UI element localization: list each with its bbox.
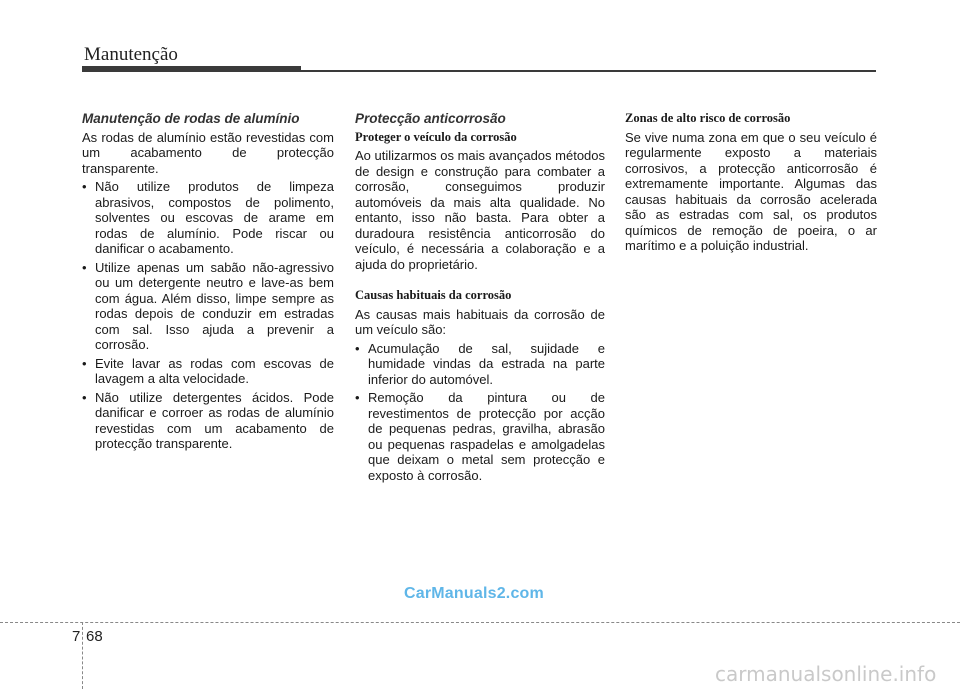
subheading-high-risk-zones: Zonas de alto risco de corrosão (625, 111, 791, 125)
footer-dashed-divider (82, 622, 83, 689)
section-title-aluminium-wheels: Manutenção de rodas de alumínio (82, 111, 300, 126)
header-rule-thick (82, 66, 301, 72)
bullet-icon: • (355, 340, 360, 356)
list-item-text: Remoção da pintura ou de revestimentos de protecção por acção de pequenas pedras, gravilha, abrasão ou pequenas raspadelas e amolgadelas que deixam o metal sem protecção e exposto à corrosão. (368, 390, 605, 483)
bullet-icon: • (82, 355, 87, 371)
list-item-text: Não utilize detergentes ácidos. Pode danificar e corroer as rodas de alumínio revestidas com um acabamento de protecção transparente. (95, 389, 334, 451)
chapter-number: 7 (72, 628, 81, 645)
paragraph-common-causes: As causas mais habituais da corrosão de um veículo são: (355, 306, 605, 337)
list-item (82, 260, 334, 353)
section-title-corrosion: Protecção anticorrosão (355, 111, 506, 126)
header-rule-thin (301, 70, 876, 72)
list-item (82, 356, 334, 387)
bullet-list-wheels (82, 179, 334, 452)
bullet-icon: • (355, 390, 360, 405)
paragraph-intro: As rodas de alumínio estão revestidas com um acabamento de protecção transparente. (82, 129, 334, 176)
bullet-list-causes (355, 341, 605, 484)
page-number: 68 (86, 628, 103, 645)
list-item-text: Utilize apenas um sabão não-agressivo ou um detergente neutro e lave-as bem com água. Além disso, limpe sempre as rodas depois de conduzir em estradas com sal. Isso ajuda a prevenir a corrosão. (95, 259, 334, 352)
list-item (82, 390, 334, 452)
list-item-text: Não utilize produtos de limpeza abrasivos, compostos de polimento, solventes ou escovas de arame em rodas de alumínio. Pode riscar ou danificar o acabamento. (95, 179, 334, 256)
list-item (82, 179, 334, 257)
subheading-common-causes: Causas habituais da corrosão (355, 288, 512, 302)
list-item-text: Evite lavar as rodas com escovas de lavagem a alta velocidade. (95, 355, 334, 386)
paragraph-high-risk-zones: Se vive numa zona em que o seu veículo é regularmente exposto a materiais corrosivos, a protecção anticorrosão é extremamente importante. Algumas das causas habituais da corrosão acelerada são as estradas com sal, os produtos químicos de remoção de poeira, o ar marítimo e a poluição industrial. (625, 129, 877, 253)
footer-site-watermark: carmanualsonline.info (715, 662, 937, 686)
list-item (355, 390, 605, 483)
footer-dashed-rule (0, 622, 960, 623)
bullet-icon: • (82, 259, 87, 275)
column-corrosion-protection (355, 111, 605, 483)
page-header-title: Manutenção (84, 44, 178, 65)
column-high-risk-zones (625, 111, 877, 254)
spacer (355, 272, 605, 288)
bullet-icon: • (82, 179, 87, 194)
bullet-icon: • (82, 389, 87, 405)
watermark-link[interactable]: CarManuals2.com (404, 585, 544, 602)
list-item (355, 341, 605, 388)
list-item-text: Acumulação de sal, sujidade e humidade vindas da estrada na parte inferior do automóvel. (368, 340, 605, 387)
column-aluminium-wheels (82, 111, 334, 452)
paragraph-protect-vehicle: Ao utilizarmos os mais avançados métodos de design e construção para combater a corrosão, conseguimos produzir automóveis da mais alta qualidade. No entanto, isso não basta. Para obter a duradoura resistência anticorrosão do veículo, é necessária a colaboração e a ajuda do proprietário. (355, 148, 606, 272)
subheading-protect-vehicle: Proteger o veículo da corrosão (355, 129, 517, 144)
